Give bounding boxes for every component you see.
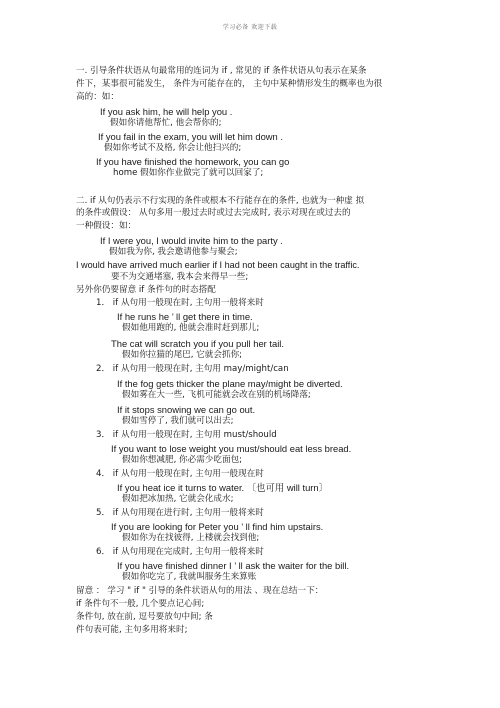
text-line: If you want to lose weight you must/should eat less bread. <box>111 443 352 454</box>
text-line: 的条件或假设： 从句多用一般过去时或过去完成时, 表示对现在或过去的 <box>76 208 351 218</box>
text-line: 件句表可能, 主句多用将来时; <box>76 625 188 635</box>
page-header: 学习必备 欢迎下载 <box>222 24 278 31</box>
text-line: 另外你仍要留意 if 条件句的时态搭配 <box>76 285 216 295</box>
text-line: 假如雾在大一些, 飞机可能就会改在别的机场降落; <box>122 390 311 400</box>
text-line: 一种假设：如： <box>76 221 137 231</box>
text-line: If you heat ice it turns to water. 〔也可用 will turn〕 <box>117 482 329 493</box>
text-line: If he runs he ’ ll get there in time. <box>117 311 253 322</box>
text-line: 6． if 从句用现在完成时, 主句用一般将来时 <box>96 547 264 557</box>
text-line: 留意 ： 学习 " if " 引导的条件状语从句的用法 、现在总结一下： <box>76 586 324 596</box>
text-line: If you are looking for Peter you ’ ll find him upstairs. <box>111 521 324 532</box>
text-line: 假如你为在找彼得, 上楼就会找到他; <box>122 533 260 543</box>
text-line: 二. if 从句仍表示不行实现的条件或根本不行能存在的条件, 也就为一种虚 拟 <box>76 196 365 206</box>
text-line: home 假如你作业做完了就可以回家了; <box>113 168 264 178</box>
text-line: 假如我为你, 我会邀请他参与聚会; <box>109 247 238 257</box>
text-line: If I were you, I would invite him to the party . <box>100 235 283 246</box>
text-line: 假如你吃完了, 我就叫服务生来算账 <box>122 572 257 582</box>
text-line: 假如你考试不及格, 你会让他扫兴的; <box>104 143 242 153</box>
text-line: 假如你拉猫的尾巴, 它就会抓你; <box>122 350 243 360</box>
text-line: 假如他用跑的, 他就会准时赶到那儿; <box>122 323 260 333</box>
text-line: 假如你请他帮忙, 他会帮你的; <box>110 118 222 128</box>
text-line: 5． if 从句用现在进行时, 主句用一般将来时 <box>96 508 264 518</box>
text-line: If you have finished the homework, you can go <box>96 156 290 167</box>
text-line: 高的：如： <box>76 92 119 102</box>
text-line: 条件句, 放在前, 逗号要放句中间; 条 <box>76 612 213 622</box>
text-line: 1． if 从句用一般现在时, 主句用一般将来时 <box>96 298 264 308</box>
text-line: If the fog gets thicker the plane may/might be diverted. <box>117 378 343 389</box>
text-line: if 条件句不一般, 几个要点记心间; <box>76 599 205 609</box>
text-line: 4． if 从句用一般现在时, 主句用一般现在时 <box>96 469 264 479</box>
text-line: 假如你想减肥, 你必需少吃面包; <box>122 455 243 465</box>
text-line: If it stops snowing we can go out. <box>117 404 256 415</box>
text-line: 件下，某事很可能发生， 条件为可能存在的， 主句中某种情形发生的概率也为很 <box>76 79 383 89</box>
text-line: 要不为交通堵塞, 我本会来得早一些; <box>111 272 249 282</box>
text-line: 3． if 从句用一般现在时, 主句用 must/should <box>96 430 277 440</box>
text-line: If you fail in the exam, you will let him down . <box>98 131 283 142</box>
text-line: The cat will scratch you if you pull her tail. <box>111 338 284 349</box>
text-line: 一. 引导条件状语从句最常用的连词为 if , 常见的 if 条件状语从句表示在某条 <box>76 66 367 76</box>
text-line: If you ask him, he will help you . <box>100 106 233 117</box>
text-line: 假如雪停了, 我们就可以出去; <box>122 416 234 426</box>
text-line: 假如把冰加热, 它就会化成水; <box>122 494 234 504</box>
text-line: 2． if 从句用一般现在时, 主句用 may/might/can <box>96 364 289 374</box>
text-line: I would have arrived much earlier if I had not been caught in the traffic. <box>76 260 360 270</box>
text-line: If you have finished dinner I ’ ll ask the waiter for the bill. <box>117 560 350 571</box>
